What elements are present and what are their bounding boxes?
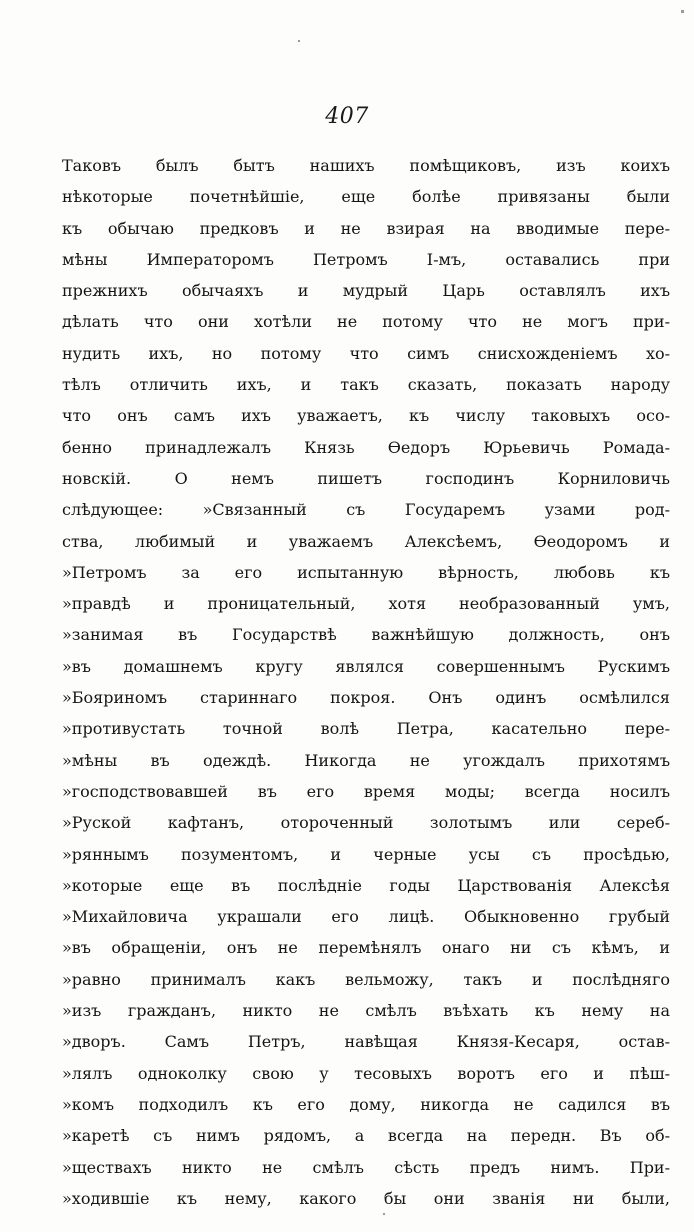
text-line: »дворъ. Самъ Петръ, навѣщая Князя-Кесаря, остав- xyxy=(62,1032,670,1052)
text-line: слѣдующее: »Связанный съ Государемъ узами род- xyxy=(62,500,670,520)
text-line: »изъ гражданъ, никто не смѣлъ въѣхать къ нему на xyxy=(62,1001,670,1021)
text-line: »ходившіе къ нему, какого бы они званія ни были, xyxy=(62,1188,670,1208)
text-line: »правдѣ и проницательный, хотя необразованный умъ, xyxy=(62,594,670,614)
text-line: »занимая въ Государствѣ важнѣйшую должность, онъ xyxy=(62,625,670,645)
text-line: »въ обращеніи, онъ не перемѣнялъ онаго ни съ кѣмъ, и xyxy=(62,938,670,958)
text-line: »каретѣ съ нимъ рядомъ, а всегда на передн. Въ об- xyxy=(62,1126,670,1146)
text-line: »ществахъ никто не смѣлъ сѣсть предъ нимъ. При- xyxy=(62,1157,670,1177)
print-speck xyxy=(681,10,684,13)
text-line: Таковъ былъ бытъ нашихъ помѣщиковъ, изъ коихъ xyxy=(62,156,670,175)
text-line: нудить ихъ, но потому что симъ снисхожденіемъ хо- xyxy=(62,343,670,363)
text-line: ства, любимый и уважаемъ Алексѣемъ, Ѳеодоромъ и xyxy=(62,531,670,551)
text-line: »лялъ одноколку свою у тесовыхъ воротъ его и пѣш- xyxy=(62,1063,670,1083)
text-line: »равно принималъ какъ вельможу, такъ и послѣдняго xyxy=(62,969,670,989)
body-text xyxy=(62,150,670,1214)
page-number: 407 xyxy=(325,104,369,129)
text-line: »Бояриномъ стариннаго покроя. Онъ одинъ осмѣлился xyxy=(62,688,670,708)
text-line: »комъ подходилъ къ его дому, никогда не садился въ xyxy=(62,1094,670,1114)
text-line: къ обычаю предковъ и не взирая на вводимые пере- xyxy=(62,218,670,238)
text-line: что онъ самъ ихъ уважаетъ, къ числу таковыхъ осо- xyxy=(62,406,670,426)
text-line: »которые еще въ послѣдніе годы Царствованія Алексѣя xyxy=(62,875,670,895)
text-line: »Михайловича украшали его лицѣ. Обыкновенно грубый xyxy=(62,907,670,927)
text-line: тѣлъ отличить ихъ, и такъ сказать, показать народу xyxy=(62,375,670,395)
text-line: »ряннымъ позументомъ, и черные усы съ просѣдью, xyxy=(62,844,670,864)
text-line: нѣкоторые почетнѣйшіе, еще болѣе привязаны были xyxy=(62,187,670,207)
print-speck xyxy=(298,40,300,42)
text-line: бенно принадлежалъ Князь Ѳедоръ Юрьевичь Ромада- xyxy=(62,437,670,457)
text-line: мѣны Императоромъ Петромъ I-мъ, оставались при xyxy=(62,249,670,269)
text-line: дѣлать что они хотѣли не потому что не могъ при- xyxy=(62,312,670,332)
text-line: »въ домашнемъ кругу являлся совершеннымъ Рускимъ xyxy=(62,656,670,676)
text-line: »Руской кафтанъ, отороченный золотымъ или сереб- xyxy=(62,813,670,833)
text-line: »господствовавшей въ его время моды; всегда носилъ xyxy=(62,781,670,801)
text-line: новскій. О немъ пишетъ господинъ Корниловичь xyxy=(62,468,670,488)
text-line: »мѣны въ одеждѣ. Никогда не угождалъ прихотямъ xyxy=(62,750,670,770)
text-line: »Петромъ за его испытанную вѣрность, любовь къ xyxy=(62,562,670,582)
text-line: »противустать точной волѣ Петра, касательно пере- xyxy=(62,719,670,739)
text-line: прежнихъ обычаяхъ и мудрый Царь оставлялъ ихъ xyxy=(62,281,670,301)
